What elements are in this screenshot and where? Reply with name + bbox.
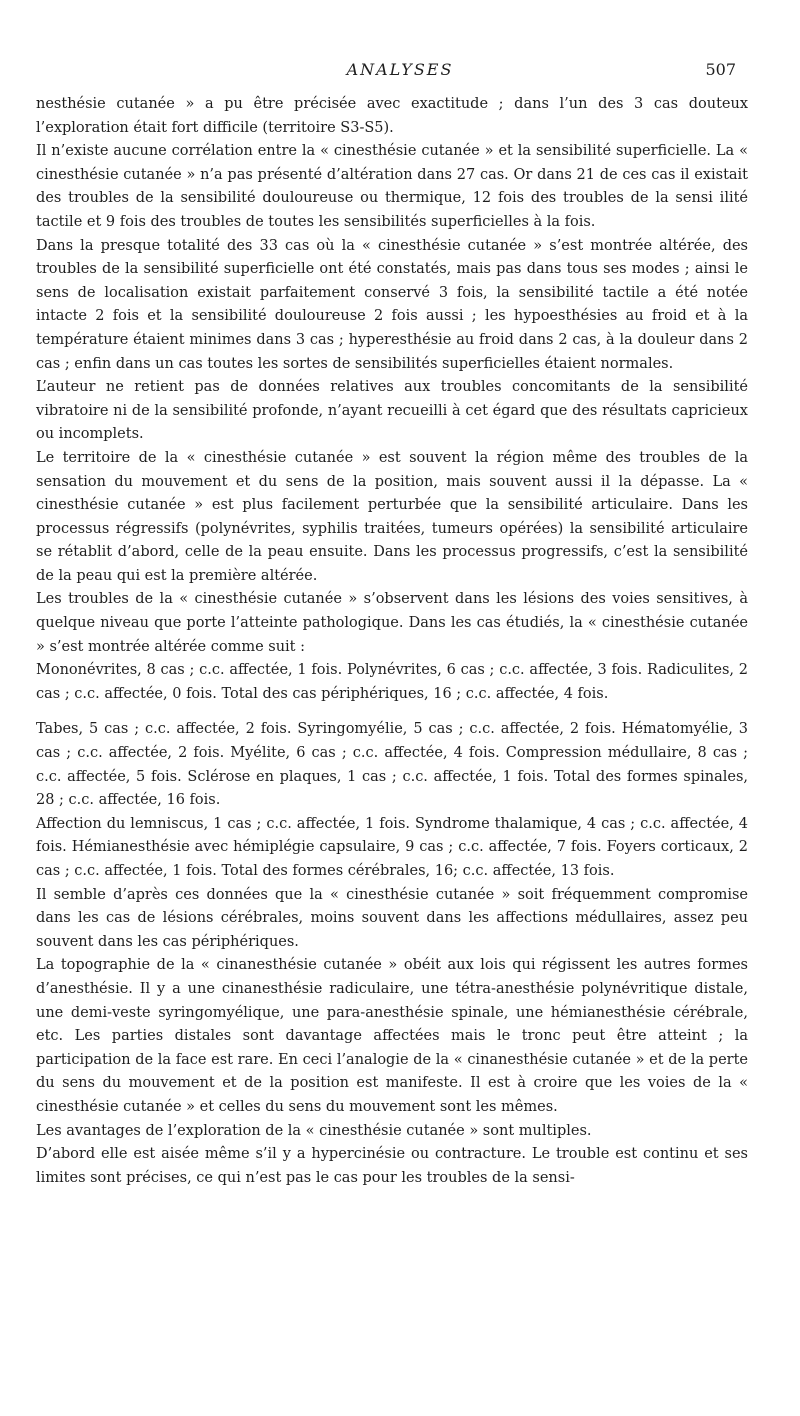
paragraph: Affection du lemniscus, 1 cas ; c.c. affectée, 1 fois. Syndrome thalamique, 4 cas ; c.c. affectée, 4 fois. Hémianesthésie avec hémiplégie capsulaire, 9 cas ; c.c. affectée, 7 fois. Foyers corticaux, 2 cas ; c.c. affectée, 1 fois. Total des formes cérébrales, 16; c.c. affectée, 13 fois. <box>36 815 748 879</box>
paragraph: Tabes, 5 cas ; c.c. affectée, 2 fois. Syringomyélie, 5 cas ; c.c. affectée, 2 fois. Hématomyélie, 3 cas ; c.c. affectée, 2 fois. Myélite, 6 cas ; c.c. affectée, 4 fois. Compression médullaire, 8 cas ; c.c. affectée, 5 fois. Sclérose en plaques, 1 cas ; c.c. affectée, 1 fois. Total des formes spinales, 28 ; c.c. affectée, 16 fois. <box>36 721 748 809</box>
page-header <box>0 60 800 86</box>
paragraph: Il semble d’après ces données que la « cinesthésie cutanée » soit fréquemment compromise dans les cas de lésions cérébrales, moins souvent dans les affections médullaires, assez peu souvent dans les cas périphériques. <box>36 886 748 950</box>
article-body <box>36 93 748 1190</box>
paragraph: Mononévrites, 8 cas ; c.c. affectée, 1 fois. Polynévrites, 6 cas ; c.c. affectée, 3 fois. Radiculites, 2 cas ; c.c. affectée, 0 fois. Total des cas périphériques, 16 ; c.c. affectée, 4 fois. <box>36 662 748 702</box>
paragraph: Dans la presque totalité des 33 cas où la « cinesthésie cutanée » s’est montrée altérée, des troubles de la sensibilité superficielle ont été constatés, mais pas dans tous ses modes ; ainsi le sens de localisation existait parfaitement conservé 3 fois, la sensibilité tactile a été notée intacte 2 fois et la sensibilité douloureuse 2 fois aussi ; les hypoesthésies au froid et à la température étaient minimes dans 3 cas ; hyperesthésie au froid dans 2 cas, à la douleur dans 2 cas ; enfin dans un cas toutes les sortes de sensibilités superficielles étaient normales. <box>36 237 748 372</box>
paragraph: nesthésie cutanée » a pu être précisée avec exactitude ; dans l’un des 3 cas douteux l’exploration était fort difficile (territoire S3-S5). <box>36 96 748 136</box>
running-title: ANALYSES <box>346 60 454 79</box>
paragraph: Les avantages de l’exploration de la « cinesthésie cutanée » sont multiples. <box>36 1122 592 1139</box>
spacer <box>36 706 748 718</box>
paragraph: D’abord elle est aisée même s’il y a hypercinésie ou contracture. Le trouble est continu et ses limites sont précises, ce qui n’est pas le cas pour les troubles de la sensi- <box>36 1146 748 1186</box>
paragraph: Il n’existe aucune corrélation entre la « cinesthésie cutanée » et la sensibilité superficielle. La « cinesthésie cutanée » n’a pas présenté d’altération dans 27 cas. Or dans 21 de ces cas il existait des troubles de la sensibilité douloureuse ou thermique, 12 fois des troubles de la sensi ilité tactile et 9 fois des troubles de toutes les sensibilités superficielles à la fois. <box>36 143 748 230</box>
page-number: 507 <box>705 60 736 79</box>
paragraph: Les troubles de la « cinesthésie cutanée » s’observent dans les lésions des voies sensitives, à quelque niveau que porte l’atteinte pathologique. Dans les cas étudiés, la « cinesthésie cutanée » s’est montrée altérée comme suit : <box>36 591 748 655</box>
paragraph: La topographie de la « cinanesthésie cutanée » obéit aux lois qui régissent les autres formes d’anesthésie. Il y a une cinanesthésie radiculaire, une tétra-anesthésie polynévritique distale, une demi-veste syringomyélique, une para-anesthésie spinale, une hémianesthésie cérébrale, etc. Les parties distales sont davantage affectées mais le tronc peut être atteint ; la participation de la face est rare. En ceci l’analogie de la « cinanesthésie cutanée » et de la perte du sens du mouvement et de la position est manifeste. Il est à croire que les voies de la « cinesthésie cutanée » et celles du sens du mouvement sont les mêmes. <box>36 957 748 1115</box>
paragraph: L’auteur ne retient pas de données relatives aux troubles concomitants de la sensibilité vibratoire ni de la sensibilité profonde, n’ayant recueilli à cet égard que des résultats capricieux ou incomplets. <box>36 379 748 443</box>
paragraph: Le territoire de la « cinesthésie cutanée » est souvent la région même des troubles de la sensation du mouvement et du sens de la position, mais souvent aussi il la dépasse. La « cinesthésie cutanée » est plus facilement perturbée que la sensibilité articulaire. Dans les processus régressifs (polynévrites, syphilis traitées, tumeurs opérées) la sensibilité articulaire se rétablit d’abord, celle de la peau ensuite. Dans les processus progressifs, c’est la sensibilité de la peau qui est la première altérée. <box>36 449 748 584</box>
